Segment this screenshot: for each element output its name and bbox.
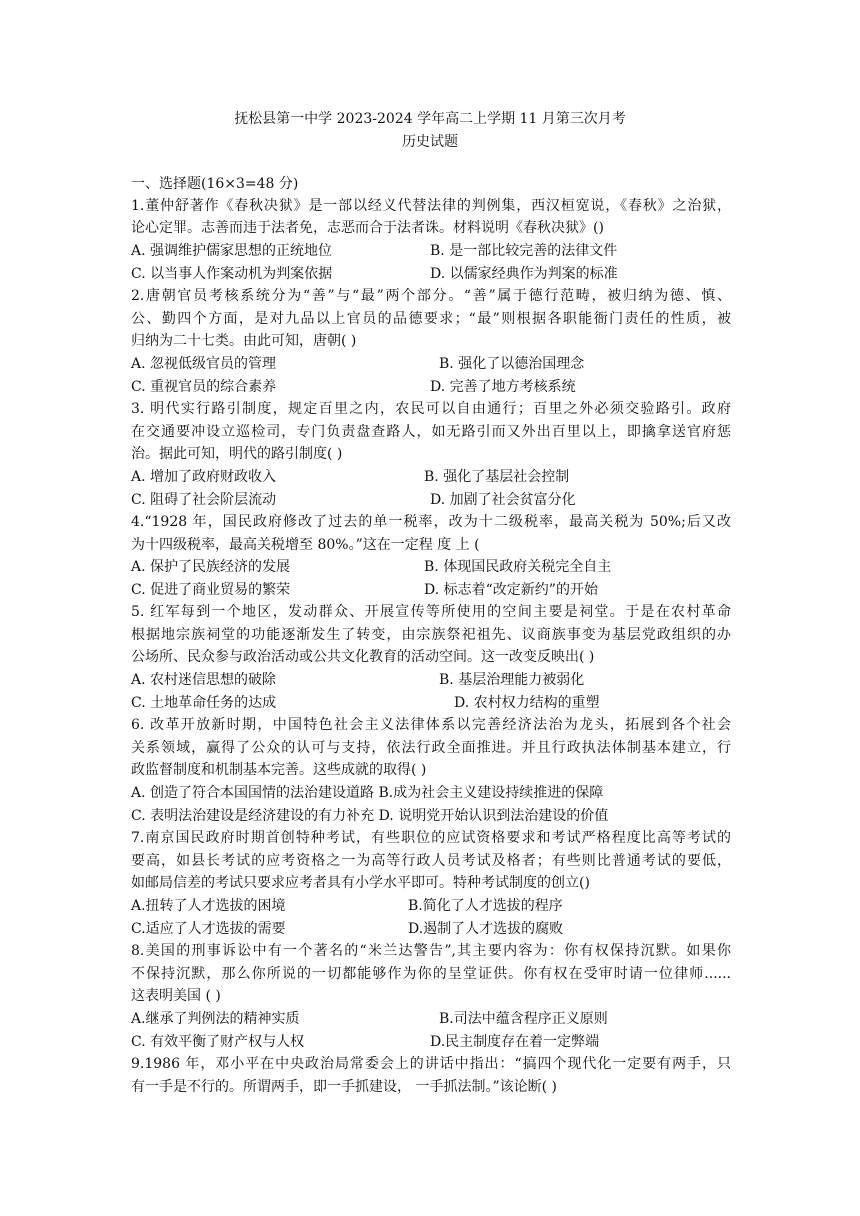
question-8-line-1: 8.美国的刑事诉讼中有一个著名的“米兰达警告”,其主要内容为：你有权保持沉默。如果你 — [131, 943, 731, 959]
question-6-option-a-b[interactable]: A. 创造了符合本国国情的法治建设道路 B.成为社会主义建设持续推进的保障 — [131, 785, 604, 801]
question-8-line-3: 这表明美国 ( ) — [131, 988, 221, 1004]
question-8-line-2: 不保持沉默，那么你所说的一切都能够作为你的呈堂证供。你有权在受审时请一位律师...... — [131, 966, 731, 982]
question-1-option-a[interactable]: A. 强调维护儒家思想的正统地位 — [131, 243, 333, 259]
question-5-line-1: 5. 红军每到一个地区，发动群众、开展宣传等所使用的空间主要是祠堂。于是在农村革命 — [131, 604, 731, 620]
question-7-line-2: 要高，如县长考试的应考资格之一为高等行政人员考试及格者；有些则比普通考试的要低， — [131, 853, 731, 869]
question-1-option-c[interactable]: C. 以当事人作案动机为判案依据 — [131, 266, 333, 282]
question-5-option-a[interactable]: A. 农村迷信思想的破除 — [131, 672, 277, 688]
question-2-line-1: 2.唐朝官员考核系统分为“善”与“最”两个部分。“善”属于德行范畴，被归纳为德、慎、 — [131, 288, 731, 304]
question-9-line-1: 9.1986 年，邓小平在中央政治局常委会上的讲话中指出：“搞四个现代化一定要有两手，只 — [131, 1056, 731, 1072]
question-6-line-1: 6. 改革开放新时期，中国特色社会主义法律体系以完善经济法治为龙头，拓展到各个社会 — [131, 717, 731, 733]
question-7-option-d[interactable]: D.遏制了人才选拔的腐败 — [408, 921, 564, 937]
question-2-line-3: 归纳为二十七类。由此可知，唐朝( ) — [131, 333, 357, 349]
question-1-option-b[interactable]: B. 是一部比较完善的法律文件 — [430, 243, 618, 259]
question-2-option-c[interactable]: C. 重视官员的综合素养 — [131, 379, 277, 395]
question-4-option-d[interactable]: D. 标志着“改定新约”的开始 — [424, 582, 598, 598]
question-2-option-a[interactable]: A. 忽视低级官员的管理 — [131, 356, 277, 372]
question-6-line-2: 关系领域，赢得了公众的认可与支持，依法行政全面推进。并且行政执法体制基本建立，行 — [131, 740, 731, 756]
question-4-line-1: 4.“1928 年，国民政府修改了过去的单一税率，改为十二级税率，最高关税为 50%;后又改 — [131, 514, 731, 530]
exam-subtitle: 历史试题 — [402, 134, 458, 150]
question-6-line-3: 政监督制度和机制基本完善。这些成就的取得( ) — [131, 762, 427, 778]
question-4-option-b[interactable]: B. 体现国民政府关税完全自主 — [424, 559, 612, 575]
question-1-line-2: 论心定罪。志善而违于法者免，志恶而合于法者诛。材料说明《春秋决狱》() — [131, 220, 604, 236]
question-3-line-2: 在交通要冲设立巡检司，专门负责盘查路人，如无路引而又外出百里以上，即擒拿送官府惩 — [131, 424, 731, 440]
question-5-option-c[interactable]: C. 土地革命任务的达成 — [131, 695, 277, 711]
question-4-option-c[interactable]: C. 促进了商业贸易的繁荣 — [131, 582, 291, 598]
question-2-line-2: 公、勤四个方面，是对九品以上官员的品德要求；“最”则根据各职能衙门责任的性质，被 — [131, 311, 731, 327]
exam-title: 抚松县第一中学 2023-2024 学年高二上学期 11 月第三次月考 — [234, 111, 626, 127]
question-8-option-c[interactable]: C. 有效平衡了财产权与人权 — [131, 1034, 305, 1050]
question-5-line-3: 公场所、民众参与政治活动或公共文化教育的活动空间。这一改变反映出( ) — [131, 649, 595, 665]
question-7-option-a[interactable]: A.扭转了人才选拔的困境 — [131, 898, 286, 914]
question-3-option-a[interactable]: A. 增加了政府财政收入 — [131, 469, 277, 485]
question-6-option-c-d[interactable]: C. 表明法治建设是经济建设的有力补充 D. 说明党开始认识到法治建设的价值 — [131, 808, 609, 824]
question-2-option-b[interactable]: B. 强化了以德治国理念 — [439, 356, 585, 372]
question-3-line-3: 治。据此可知，明代的路引制度( ) — [131, 446, 343, 462]
question-1-option-d[interactable]: D. 以儒家经典作为判案的标准 — [430, 266, 618, 282]
question-4-option-a[interactable]: A. 保护了民族经济的发展 — [131, 559, 291, 575]
question-5-option-b[interactable]: B. 基层治理能力被弱化 — [439, 672, 585, 688]
question-7-option-b[interactable]: B.简化了人才选拔的程序 — [408, 898, 563, 914]
question-7-line-3: 如邮局信差的考试只要求应考者具有小学水平即可。特种考试制度的创立() — [131, 875, 590, 891]
question-7-line-1: 7.南京国民政府时期首创特种考试，有些职位的应试资格要求和考试严格程度比高等考试的 — [131, 830, 731, 846]
section-heading: 一、选择题(16×3=48 分) — [131, 176, 299, 192]
question-2-option-d[interactable]: D. 完善了地方考核系统 — [430, 379, 576, 395]
question-5-option-d[interactable]: D. 农村权力结构的重塑 — [454, 695, 600, 711]
question-8-option-a[interactable]: A.继承了判例法的精神实质 — [131, 1011, 300, 1027]
question-3-option-d[interactable]: D. 加剧了社会贫富分化 — [430, 492, 576, 508]
question-9-line-2: 有一手是不行的。所谓两手，即一手抓建设， 一手抓法制。”该论断( ) — [131, 1079, 557, 1095]
question-4-line-2: 为十四级税率，最高关税增至 80%。”这在一定程 度 上 ( — [131, 537, 480, 553]
question-3-option-c[interactable]: C. 阻碍了社会阶层流动 — [131, 492, 277, 508]
question-7-option-c[interactable]: C.适应了人才选拔的需要 — [131, 921, 286, 937]
question-1-line-1: 1.董仲舒著作《春秋决狱》是一部以经义代替法律的判例集，西汉桓宽说，《春秋》之治狱， — [131, 198, 731, 214]
question-8-option-b[interactable]: B.司法中蕴含程序正义原则 — [439, 1011, 608, 1027]
question-3-option-b[interactable]: B. 强化了基层社会控制 — [424, 469, 570, 485]
question-3-line-1: 3. 明代实行路引制度，规定百里之内，农民可以自由通行；百里之外必须交验路引。政府 — [131, 401, 731, 417]
question-5-line-2: 根据地宗族祠堂的功能逐渐发生了转变，由宗族祭祀祖先、议商族事变为基层党政组织的办 — [131, 627, 731, 643]
question-8-option-d[interactable]: D.民主制度存在着一定弊端 — [430, 1034, 600, 1050]
